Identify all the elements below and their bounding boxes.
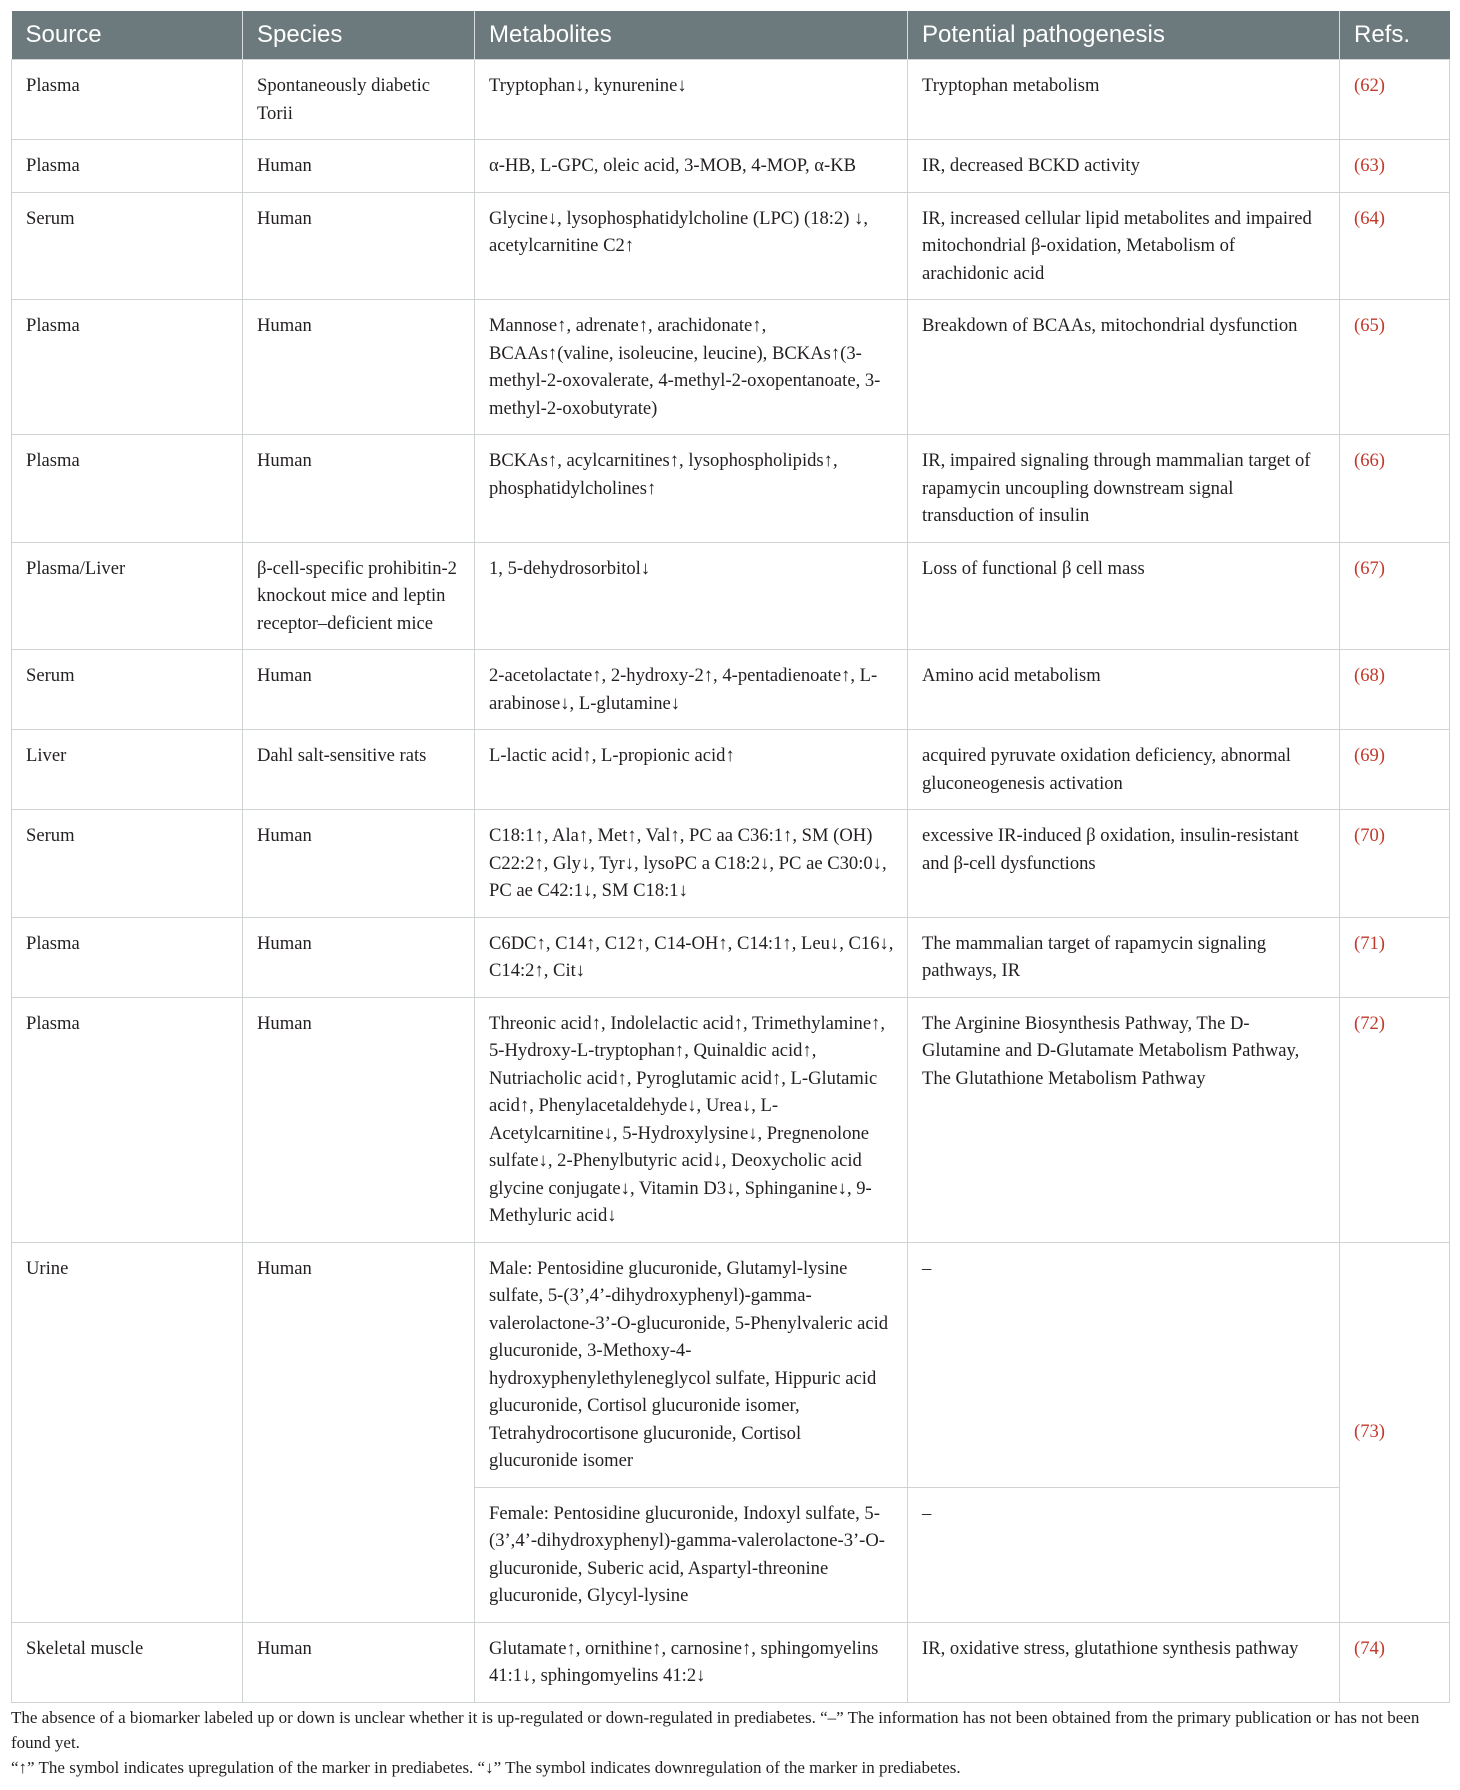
cell-source: Urine <box>12 1242 243 1622</box>
cell-pathogenesis: Loss of functional β cell mass <box>908 542 1340 650</box>
table-row <box>12 810 1450 918</box>
cell-source: Plasma <box>12 997 243 1242</box>
cell-pathogenesis: IR, decreased BCKD activity <box>908 140 1340 193</box>
cell-source: Plasma <box>12 300 243 435</box>
cell-source: Plasma <box>12 917 243 997</box>
cell-pathogenesis: Tryptophan metabolism <box>908 60 1340 140</box>
cell-source: Skeletal muscle <box>12 1622 243 1702</box>
cell-metabolites: BCKAs↑, acylcarnitines↑, lysophospholipids↑, phosphatidylcholines↑ <box>475 435 908 543</box>
cell-pathogenesis: Breakdown of BCAAs, mitochondrial dysfunction <box>908 300 1340 435</box>
column-header-species: Species <box>243 11 475 60</box>
column-header-metabolites: Metabolites <box>475 11 908 60</box>
table-row-urine-male <box>12 1242 1450 1487</box>
cell-pathogenesis: acquired pyruvate oxidation deficiency, abnormal gluconeogenesis activation <box>908 730 1340 810</box>
cell-metabolites: Glycine↓, lysophosphatidylcholine (LPC) (18:2) ↓, acetylcarnitine C2↑ <box>475 192 908 300</box>
cell-species: Human <box>243 300 475 435</box>
cell-source: Plasma <box>12 435 243 543</box>
cell-species: Spontaneously diabetic Torii <box>243 60 475 140</box>
cell-species: Human <box>243 140 475 193</box>
cell-source: Serum <box>12 650 243 730</box>
table-container <box>11 11 1449 1703</box>
cell-species: Human <box>243 435 475 543</box>
reference-link[interactable]: (68) <box>1340 650 1450 730</box>
cell-source: Serum <box>12 192 243 300</box>
table-row <box>12 1622 1450 1702</box>
cell-metabolites: Tryptophan↓, kynurenine↓ <box>475 60 908 140</box>
column-header-source: Source <box>12 11 243 60</box>
cell-species: Dahl salt-sensitive rats <box>243 730 475 810</box>
reference-link[interactable]: (63) <box>1340 140 1450 193</box>
cell-metabolites-female: Female: Pentosidine glucuronide, Indoxyl sulfate, 5-(3’,4’-dihydroxyphenyl)-gamma-valerolactone-3’-O-glucuronide, Suberic acid, Aspartyl-threonine glucuronide, Glycyl-lysine <box>475 1487 908 1622</box>
column-header-pathogenesis: Potential pathogenesis <box>908 11 1340 60</box>
reference-link[interactable]: (66) <box>1340 435 1450 543</box>
reference-link[interactable]: (71) <box>1340 917 1450 997</box>
cell-metabolites: C18:1↑, Ala↑, Met↑, Val↑, PC aa C36:1↑, SM (OH) C22:2↑, Gly↓, Tyr↓, lysoPC a C18:2↓, PC ae C30:0↓, PC ae C42:1↓, SM C18:1↓ <box>475 810 908 918</box>
cell-pathogenesis: The mammalian target of rapamycin signaling pathways, IR <box>908 917 1340 997</box>
cell-pathogenesis: Amino acid metabolism <box>908 650 1340 730</box>
cell-pathogenesis: IR, impaired signaling through mammalian target of rapamycin uncoupling downstream signal transduction of insulin <box>908 435 1340 543</box>
table-row <box>12 60 1450 140</box>
reference-link[interactable]: (69) <box>1340 730 1450 810</box>
cell-species: Human <box>243 810 475 918</box>
cell-species: Human <box>243 997 475 1242</box>
table-row <box>12 140 1450 193</box>
cell-metabolites: 1, 5-dehydrosorbitol↓ <box>475 542 908 650</box>
reference-link[interactable]: (62) <box>1340 60 1450 140</box>
cell-source: Plasma <box>12 140 243 193</box>
header-row <box>12 11 1450 60</box>
cell-metabolites: Threonic acid↑, Indolelactic acid↑, Trimethylamine↑, 5-Hydroxy-L-tryptophan↑, Quinaldic acid↑, Nutriacholic acid↑, Pyroglutamic acid↑, L-Glutamic acid↑, Phenylacetaldehyde↓, Urea↓, L-Acetylcarnitine↓, 5-Hydroxylysine↓, Pregnenolone sulfate↓, 2-Phenylbutyric acid↓, Deoxycholic acid glycine conjugate↓, Vitamin D3↓, Sphinganine↓, 9-Methyluric acid↓ <box>475 997 908 1242</box>
reference-link[interactable]: (74) <box>1340 1622 1450 1702</box>
cell-pathogenesis-male: – <box>908 1242 1340 1487</box>
table-footnotes <box>11 1705 1451 1780</box>
reference-link[interactable]: (65) <box>1340 300 1450 435</box>
column-header-refs: Refs. <box>1340 11 1450 60</box>
table-row <box>12 650 1450 730</box>
cell-source: Liver <box>12 730 243 810</box>
cell-species: Human <box>243 917 475 997</box>
cell-species: Human <box>243 650 475 730</box>
table-row <box>12 542 1450 650</box>
cell-metabolites: α-HB, L-GPC, oleic acid, 3-MOB, 4-MOP, α-KB <box>475 140 908 193</box>
table-row <box>12 300 1450 435</box>
cell-pathogenesis: IR, increased cellular lipid metabolites and impaired mitochondrial β-oxidation, Metabolism of arachidonic acid <box>908 192 1340 300</box>
reference-link[interactable]: (64) <box>1340 192 1450 300</box>
cell-species: Human <box>243 192 475 300</box>
table-header <box>12 11 1450 60</box>
cell-metabolites: L-lactic acid↑, L-propionic acid↑ <box>475 730 908 810</box>
cell-pathogenesis: excessive IR-induced β oxidation, insulin-resistant and β-cell dysfunctions <box>908 810 1340 918</box>
table-row <box>12 917 1450 997</box>
cell-source: Serum <box>12 810 243 918</box>
cell-metabolites: 2-acetolactate↑, 2-hydroxy-2↑, 4-pentadienoate↑, L-arabinose↓, L-glutamine↓ <box>475 650 908 730</box>
cell-species: Human <box>243 1622 475 1702</box>
table-row <box>12 435 1450 543</box>
cell-source: Plasma <box>12 60 243 140</box>
table-row <box>12 730 1450 810</box>
cell-metabolites: Mannose↑, adrenate↑, arachidonate↑, BCAAs↑(valine, isoleucine, leucine), BCKAs↑(3-methyl-2-oxovalerate, 4-methyl-2-oxopentanoate, 3-methyl-2-oxobutyrate) <box>475 300 908 435</box>
cell-pathogenesis: The Arginine Biosynthesis Pathway, The D-Glutamine and D-Glutamate Metabolism Pathway, The Glutathione Metabolism Pathway <box>908 997 1340 1242</box>
reference-link[interactable]: (70) <box>1340 810 1450 918</box>
table-body <box>12 60 1450 1703</box>
cell-pathogenesis-female: – <box>908 1487 1340 1622</box>
footnote-symbol-note: “↑” The symbol indicates upregulation of the marker in prediabetes. “↓” The symbol indicates downregulation of the marker in prediabetes. <box>11 1758 961 1777</box>
reference-link[interactable]: (73) <box>1340 1242 1450 1622</box>
reference-link[interactable]: (67) <box>1340 542 1450 650</box>
cell-metabolites-male: Male: Pentosidine glucuronide, Glutamyl-lysine sulfate, 5-(3’,4’-dihydroxyphenyl)-gamma-valerolactone-3’-O-glucuronide, 5-Phenylvaleric acid glucuronide, 3-Methoxy-4-hydroxyphenylethyleneglycol sulfate, Hippuric acid glucuronide, Cortisol glucuronide isomer, Tetrahydrocortisone glucuronide, Cortisol glucuronide isomer <box>475 1242 908 1487</box>
reference-link[interactable]: (72) <box>1340 997 1450 1242</box>
cell-source: Plasma/Liver <box>12 542 243 650</box>
cell-species: Human <box>243 1242 475 1622</box>
cell-pathogenesis: IR, oxidative stress, glutathione synthesis pathway <box>908 1622 1340 1702</box>
cell-metabolites: C6DC↑, C14↑, C12↑, C14-OH↑, C14:1↑, Leu↓, C16↓, C14:2↑, Cit↓ <box>475 917 908 997</box>
cell-metabolites: Glutamate↑, ornithine↑, carnosine↑, sphingomyelins 41:1↓, sphingomyelins 41:2↓ <box>475 1622 908 1702</box>
footnote-absence-note: The absence of a biomarker labeled up or down is unclear whether it is up-regulated or down-regulated in prediabetes. “–” The information has not been obtained from the primary publication or has not been found yet. <box>11 1708 1420 1752</box>
metabolites-table <box>11 11 1450 1703</box>
table-row <box>12 192 1450 300</box>
cell-species: β-cell-specific prohibitin-2 knockout mice and leptin receptor–deficient mice <box>243 542 475 650</box>
table-row <box>12 997 1450 1242</box>
